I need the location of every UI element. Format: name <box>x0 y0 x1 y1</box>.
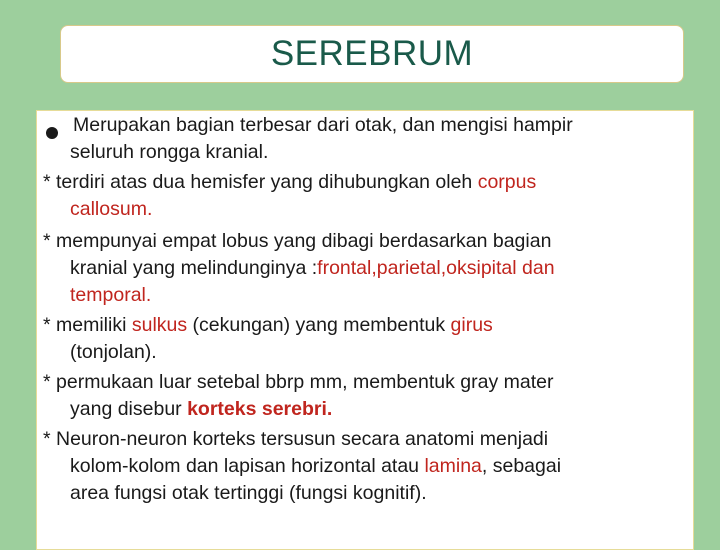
highlight-term: frontal,parietal,oksipital dan <box>317 257 555 279</box>
bullet-dot-icon <box>46 127 58 139</box>
text-line-14 <box>70 481 427 505</box>
text-line-9 <box>70 340 157 364</box>
text-line-1 <box>73 113 573 137</box>
text-span: (cekungan) yang membentuk <box>187 314 451 336</box>
text-span: area fungsi otak tertinggi (fungsi kognitif). <box>70 482 427 504</box>
text-line-3 <box>43 170 536 194</box>
text-span: * terdiri atas dua hemisfer yang dihubungkan oleh <box>43 171 478 193</box>
text-span: kranial yang melindunginya : <box>70 257 318 279</box>
text-span: , sebagai <box>481 455 562 477</box>
highlight-term: temporal. <box>70 284 152 306</box>
text-span: yang disebur <box>70 398 188 420</box>
highlight-term: callosum. <box>70 198 153 220</box>
text-line-10 <box>43 370 553 394</box>
text-span: * Neuron-neuron korteks tersusun secara anatomi menjadi <box>43 428 549 450</box>
text-span: (tonjolan). <box>70 341 157 363</box>
text-line-8 <box>43 313 493 337</box>
text-line-7 <box>70 283 151 307</box>
text-line-12 <box>43 427 548 451</box>
text-span: seluruh rongga kranial. <box>70 141 269 163</box>
text-span: * mempunyai empat lobus yang dibagi berdasarkan bagian <box>43 230 552 252</box>
text-line-11 <box>70 397 332 421</box>
title-box <box>60 25 684 83</box>
highlight-term: corpus <box>477 171 537 193</box>
text-line-5 <box>43 229 551 253</box>
text-line-2 <box>70 140 268 164</box>
text-line-13 <box>70 454 561 478</box>
page-title: SEREBRUM <box>270 34 474 73</box>
text-span: Merupakan bagian terbesar dari otak, dan mengisi hampir <box>73 114 573 136</box>
text-span: * memiliki <box>43 314 132 336</box>
highlight-term: sulkus <box>131 314 188 336</box>
text-span: kolom-kolom dan lapisan horizontal atau <box>70 455 425 477</box>
highlight-term: girus <box>450 314 493 336</box>
text-span: * permukaan luar setebal bbrp mm, membentuk gray mater <box>43 371 554 393</box>
highlight-term: lamina <box>424 455 482 477</box>
highlight-term: korteks serebri. <box>187 398 333 420</box>
text-line-6 <box>70 256 555 280</box>
text-line-4 <box>70 197 152 221</box>
